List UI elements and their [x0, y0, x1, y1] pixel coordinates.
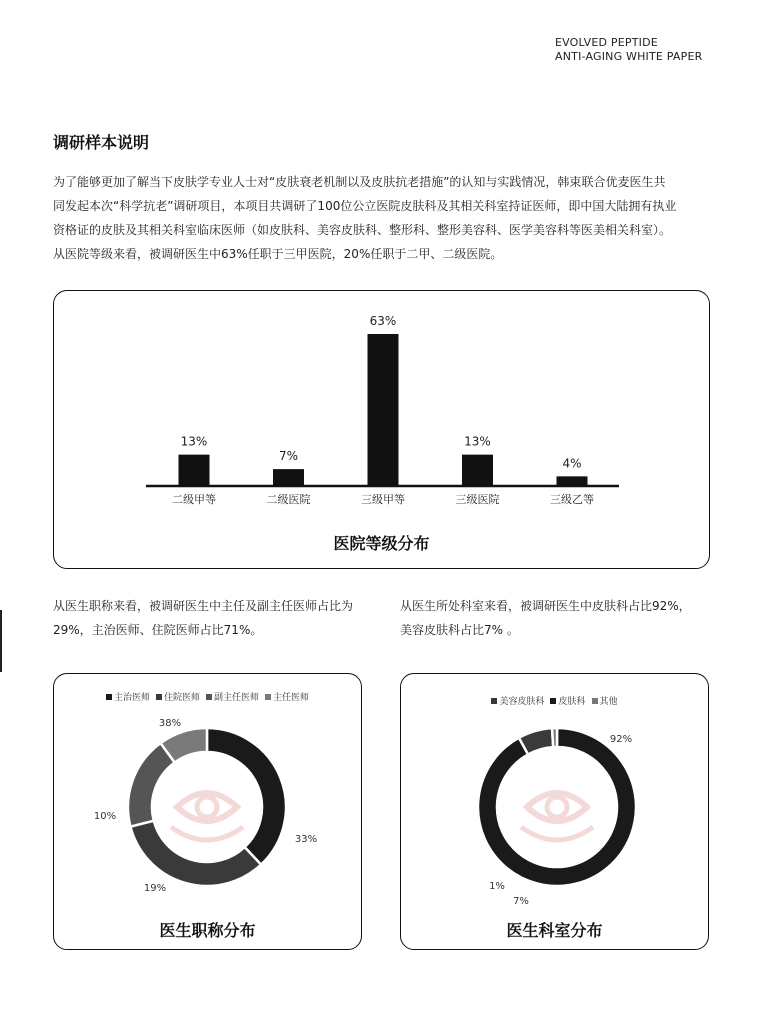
bar [462, 455, 493, 486]
legend-label: 主治医师 [113, 693, 150, 703]
donut-slice-label: 19% [143, 883, 167, 894]
hospital-level-bar-chart [54, 291, 711, 570]
donut-slice-label: 10% [93, 811, 117, 822]
hospital-level-chart-panel [53, 290, 710, 569]
bar-value-label: 4% [562, 456, 582, 471]
bar-category-label: 二级甲等 [172, 493, 216, 506]
eye-logo-icon [171, 793, 243, 840]
hospital-level-chart-title: 医院等级分布 [333, 534, 430, 553]
legend-label: 皮肤科 [558, 697, 586, 707]
donut-slice [478, 728, 636, 886]
bar [273, 469, 304, 486]
intro-line: 从医院等级来看，被调研医生中63%任职于三甲医院，20%任职于二甲、二级医院。 [53, 247, 503, 261]
donut-slice [552, 728, 557, 747]
intro-line: 同发起本次“科学抗老”调研项目，本项目共调研了100位公立医院皮肤科及其相关科室持证医师，即中国大陆拥有执业 [53, 199, 677, 213]
department-chart-panel [400, 673, 709, 950]
header-brand [555, 36, 702, 64]
donut-slice-label: 7% [513, 896, 529, 907]
paragraph-line: 从医生职称来看，被调研医生中主任及副主任医师占比为 [53, 599, 354, 613]
donut-slice [128, 743, 175, 827]
bar-value-label: 7% [278, 449, 299, 464]
bar [557, 476, 588, 486]
legend-label: 主任医师 [273, 693, 310, 703]
donut-slice-label: 33% [294, 834, 318, 845]
paragraph-line: 美容皮肤科占比7% 。 [400, 623, 519, 637]
bar-category-label: 三级医院 [455, 493, 500, 506]
bar-category-label: 三级乙等 [550, 493, 594, 506]
legend-label: 副主任医师 [214, 693, 260, 703]
donut-slice-label: 1% [489, 881, 505, 892]
department-distribution-paragraph [400, 594, 720, 642]
donut-slice-label: 92% [609, 734, 633, 745]
bar-value-label: 63% [369, 314, 397, 328]
bar [368, 334, 399, 486]
brand-line-1: EVOLVED PEPTIDE [555, 36, 658, 49]
section-title: 调研样本说明 [53, 133, 150, 152]
bar [179, 455, 210, 486]
bar-category-label: 二级医院 [266, 493, 311, 506]
doctor-title-donut-chart [54, 674, 363, 951]
bar-value-label: 13% [464, 434, 491, 449]
intro-paragraph [53, 170, 713, 266]
paragraph-line: 从医生所处科室来看，被调研医生中皮肤科占比92%， [400, 599, 691, 613]
title-distribution-paragraph [53, 594, 373, 642]
donut-slice-label: 38% [158, 718, 182, 729]
bar-category-label: 三级甲等 [361, 493, 405, 506]
edge-mark [0, 610, 2, 672]
legend-label: 住院医师 [163, 693, 200, 703]
intro-line: 资格证的皮肤及其相关科室临床医师（如皮肤科、美容皮肤科、整形科、整形美容科、医学美容科等医美相关科室）。 [53, 223, 672, 237]
doctor-title-chart-title: 医生职称分布 [159, 921, 256, 940]
paragraph-line: 29%，主治医师、住院医师占比71%。 [53, 623, 263, 637]
intro-line: 为了能够更加了解当下皮肤学专业人士对“皮肤衰老机制以及皮肤抗老措施”的认知与实践情况，韩束联合优麦医生共 [53, 175, 666, 189]
legend-label: 其他 [599, 697, 618, 707]
eye-logo-icon [521, 793, 593, 840]
brand-line-2: ANTI-AGING WHITE PAPER [555, 50, 703, 63]
department-chart-title: 医生科室分布 [506, 921, 603, 940]
department-donut-chart [401, 674, 710, 951]
bar-value-label: 13% [180, 434, 208, 449]
doctor-title-chart-panel [53, 673, 362, 950]
legend-label: 美容皮肤科 [499, 697, 545, 707]
